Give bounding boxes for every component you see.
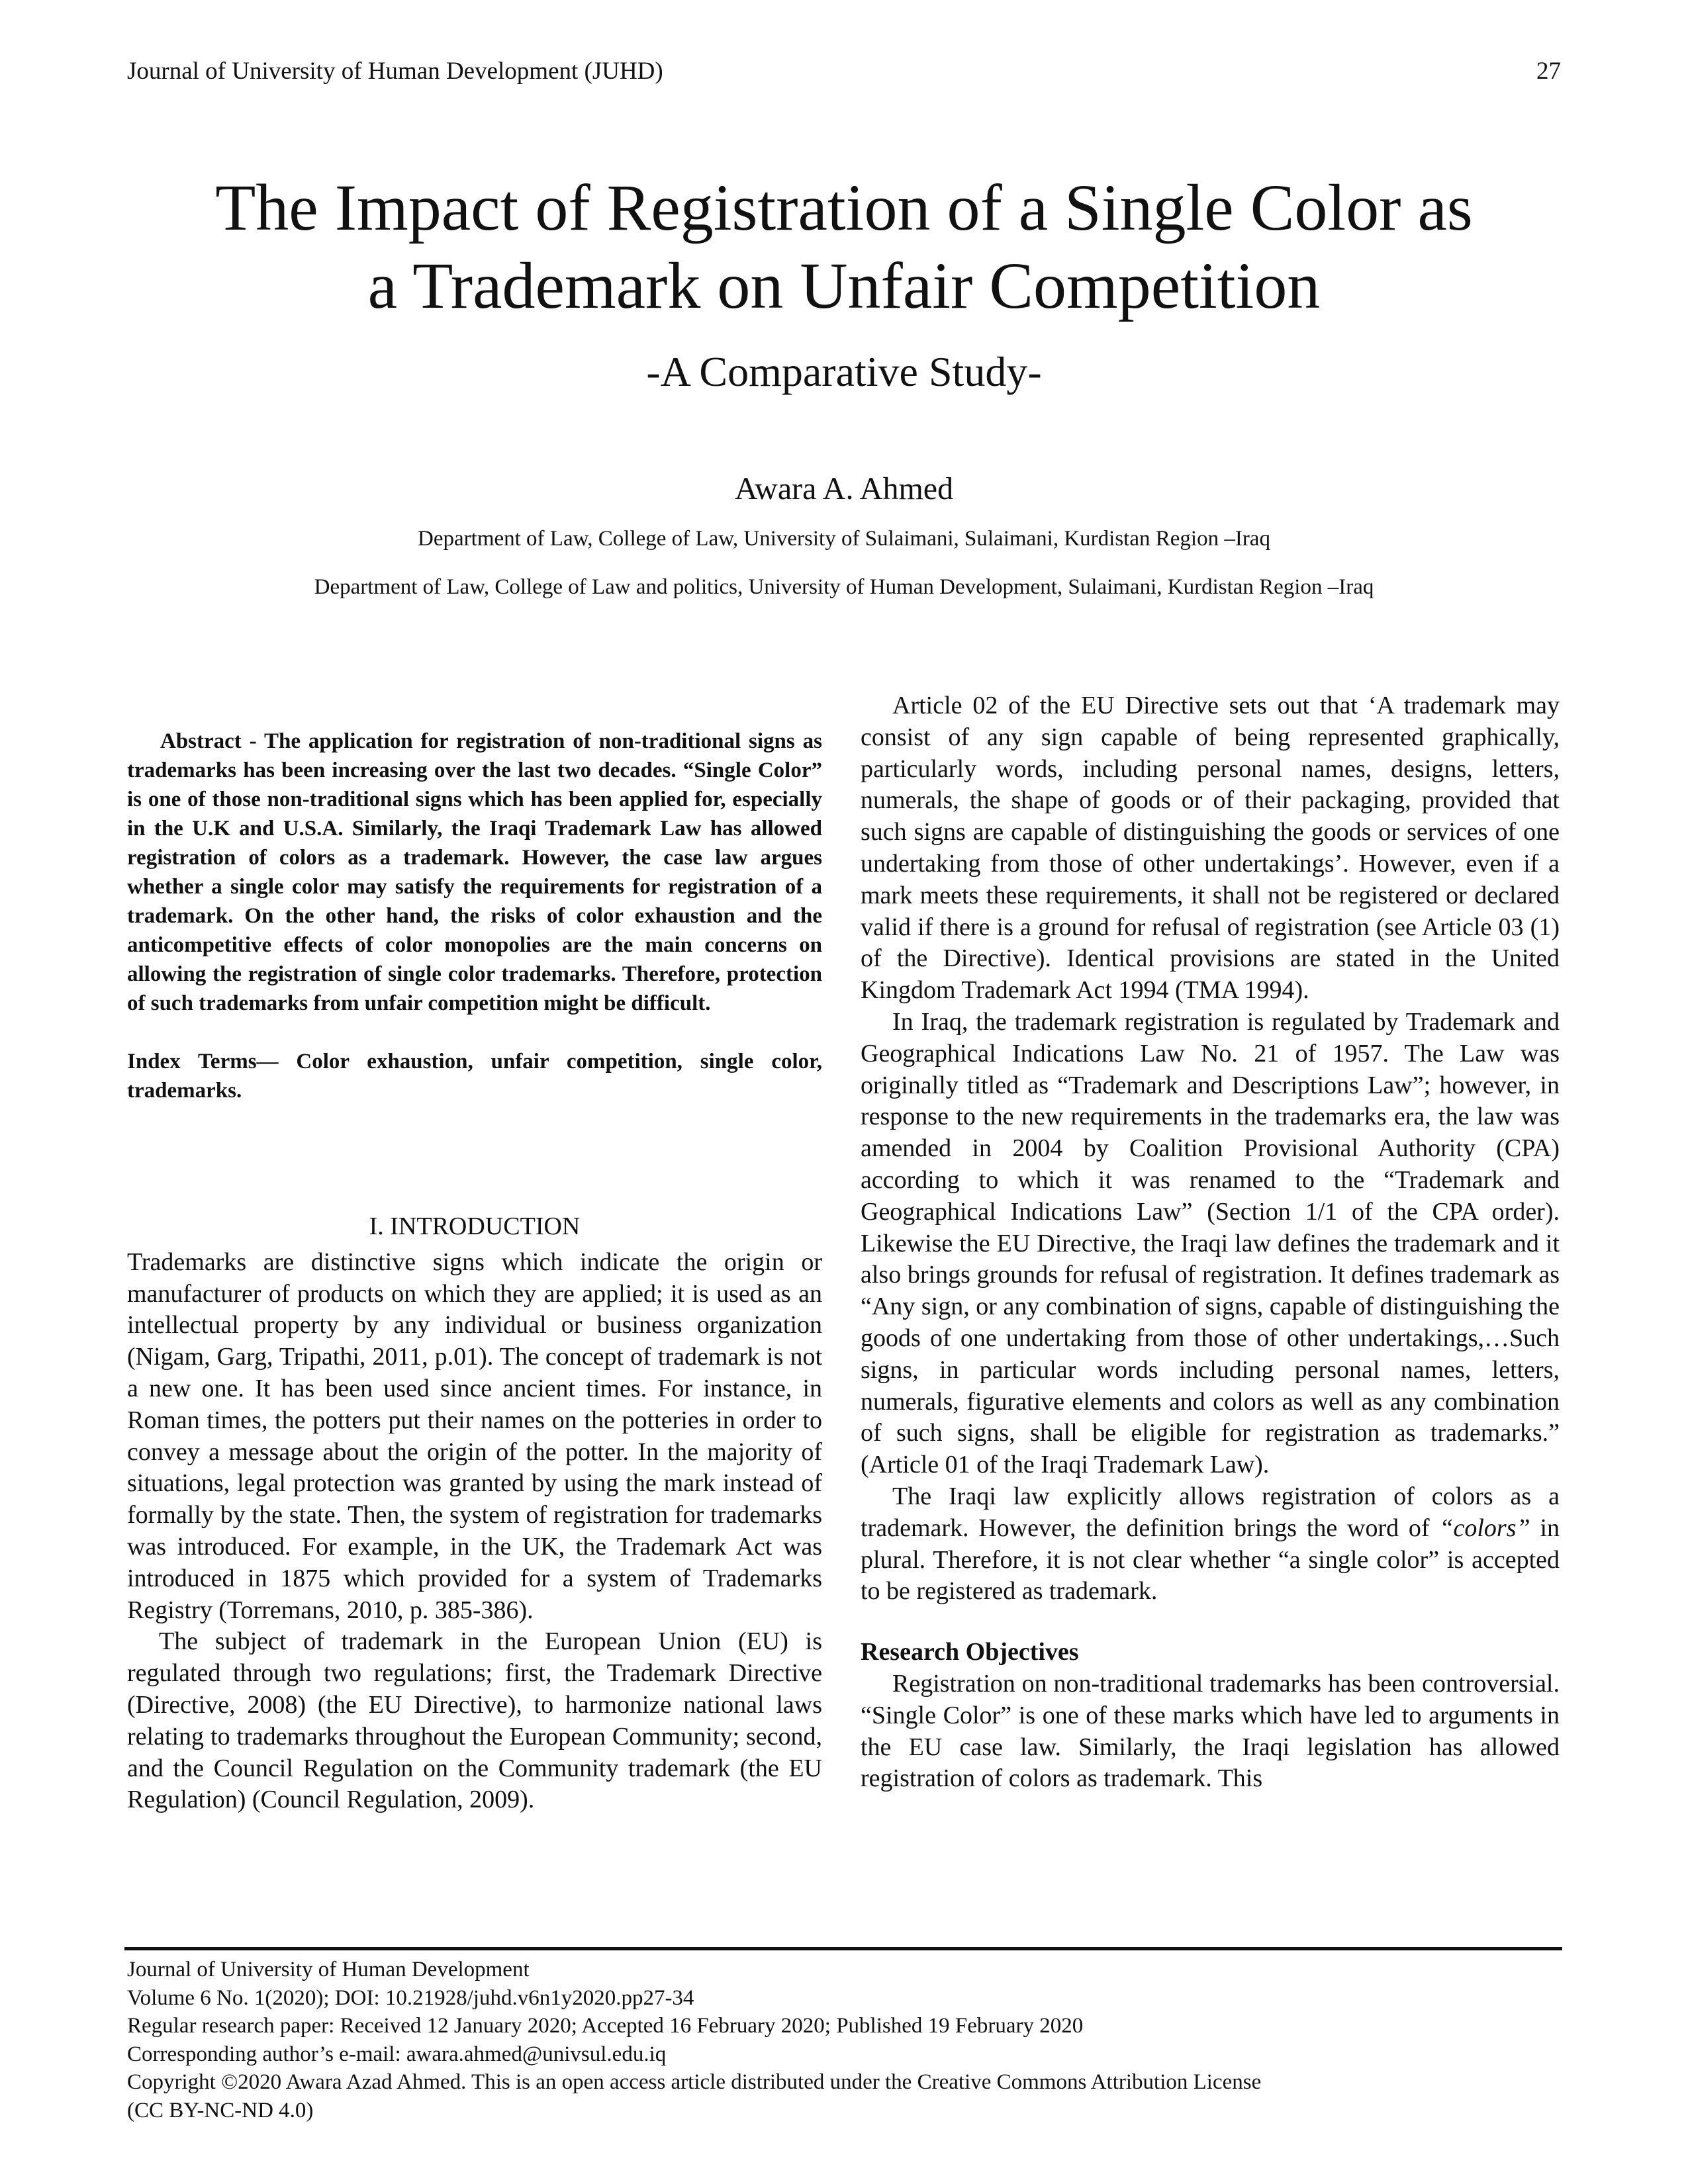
para3-text-b: in plural. Therefore, it is not clear whether “a single color” is accepted to be registered as trademark. [861,1514,1560,1606]
affiliation-2: Department of Law, College of Law and politics, University of Human Development, Sulaimani, Kurdistan Region –Iraq [314,575,1374,599]
right-column [861,690,1560,1795]
footer-divider [124,1947,1562,1950]
footer [127,1956,1261,2124]
footer-volume-doi: Volume 6 No. 1(2020); DOI: 10.21928/juhd.v6n1y2020.pp27-34 [127,1985,694,2010]
right-paragraph-1: Article 02 of the EU Directive sets out that ‘A trademark may consist of any sign capable of being represented graphically, particularly words, including personal names, designs, letters, numerals, the shape of goods or of their packaging, provided that such signs are capable of distinguishing the goods or services of one undertaking from those of other undertakings’. However, even if a mark meets these requirements, it shall not be registered or declared valid if there is a ground for refusal of registration (see Article 03 (1) of the Directive). Identical provisions are stated in the United Kingdom Trademark Act 1994 (TMA 1994). [861,692,1560,1005]
right-paragraph-3 [861,1481,1560,1608]
para3-emphasis: “colors” [1439,1514,1530,1542]
footer-dates: Regular research paper: Received 12 January 2020; Accepted 16 February 2020; Published 19 February 2020 [127,2014,1084,2038]
paper-subtitle: -A Comparative Study- [646,348,1042,395]
subheading-research-objectives: Research Objectives [861,1638,1079,1666]
left-column [127,727,822,1816]
title-line-1: The Impact of Registration of a Single Color as [215,171,1473,244]
affiliation-1: Department of Law, College of Law, University of Sulaimani, Sulaimani, Kurdistan Region –Iraq [418,527,1270,551]
footer-journal: Journal of University of Human Development [127,1958,530,1981]
intro-paragraph-1: Trademarks are distinctive signs which indicate the origin or manufacturer of products on which they are applied; it is used as an intellectual property by any individual or business organization (Nigam, Garg, Tripathi, 2011, p.01). The concept of trademark is not a new one. It has been used since ancient times. For instance, in Roman times, the potters put their names on the potteries in order to convey a message about the origin of the potter. In the majority of situations, legal protection was granted by using the mark instead of formally by the state. Then, the system of registration for trademarks was introduced. For example, in the UK, the Trademark Act was introduced in 1875 which provided for a system of Trademarks Registry (Torremans, 2010, p. 385-386). [127,1248,822,1624]
footer-email: Corresponding author’s e-mail: awara.ahmed@univsul.edu.iq [127,2042,667,2066]
title-block [0,169,1688,600]
paper-title [0,169,1688,325]
running-head: Journal of University of Human Development (JUHD) [127,58,663,85]
index-terms: Index Terms— Color exhaustion, unfair competition, single color, trademarks. [127,1050,822,1103]
page-number: 27 [1536,58,1561,85]
para3-text-a: The Iraqi law explicitly allows registration of colors as a trademark. However, the definition brings the word of [861,1482,1560,1542]
intro-paragraph-2: The subject of trademark in the European Union (EU) is regulated through two regulations; first, the Trademark Directive (Directive, 2008) (the EU Directive), to harmonize national laws relating to trademarks throughout the European Community; second, and the Council Regulation on the Community trademark (the EU Regulation) (Council Regulation, 2009). [127,1627,822,1814]
right-paragraph-2: In Iraq, the trademark registration is regulated by Trademark and Geographical Indications Law No. 21 of 1957. The Law was originally titled as “Trademark and Descriptions Law”; however, in response to the new requirements in the trademarks era, the law was amended in 2004 by Coalition Provisional Authority (CPA) according to which it was renamed to the “Trademark and Geographical Indications Law” (Section 1/1 of the CPA order). Likewise the EU Directive, the Iraqi law defines the trademark and it also brings grounds for refusal of registration. It defines trademark as “Any sign, or any combination of signs, capable of distinguishing the goods of one undertaking from those of other undertakings,…Such signs, in particular words including personal names, letters, numerals, figurative elements and colors as well as any combination of such signs, shall be eligible for registration as trademarks.” (Article 01 of the Iraqi Trademark Law). [861,1007,1560,1479]
abstract: Abstract - The application for registration of non-traditional signs as trademarks has been increasing over the last two decades. “Single Color” is one of those non-traditional signs which has been applied for, especially in the U.K and U.S.A. Similarly, the Iraqi Trademark Law has allowed registration of colors as a trademark. However, the case law argues whether a single color may satisfy the requirements for registration of a trademark. On the other hand, the risks of color exhaustion and the anticompetitive effects of color monopolies are the main concerns on allowing the registration of single color trademarks. Therefore, protection of such trademarks from unfair competition might be difficult. [127,729,822,1015]
footer-license: (CC BY-NC-ND 4.0) [127,2098,314,2122]
right-paragraph-4: Registration on non-traditional trademarks has been controversial. “Single Color” is one of these marks which have led to arguments in the EU case law. Similarly, the Iraqi legislation has allowed registration of colors as trademark. This [861,1669,1560,1793]
section-heading: I. INTRODUCTION [369,1212,581,1240]
title-line-2: a Trademark on Unfair Competition [367,249,1321,322]
author-name: Awara A. Ahmed [734,471,954,506]
footer-copyright: Copyright ©2020 Awara Azad Ahmed. This is an open access article distributed under the Creative Commons Attribution License [127,2070,1262,2094]
